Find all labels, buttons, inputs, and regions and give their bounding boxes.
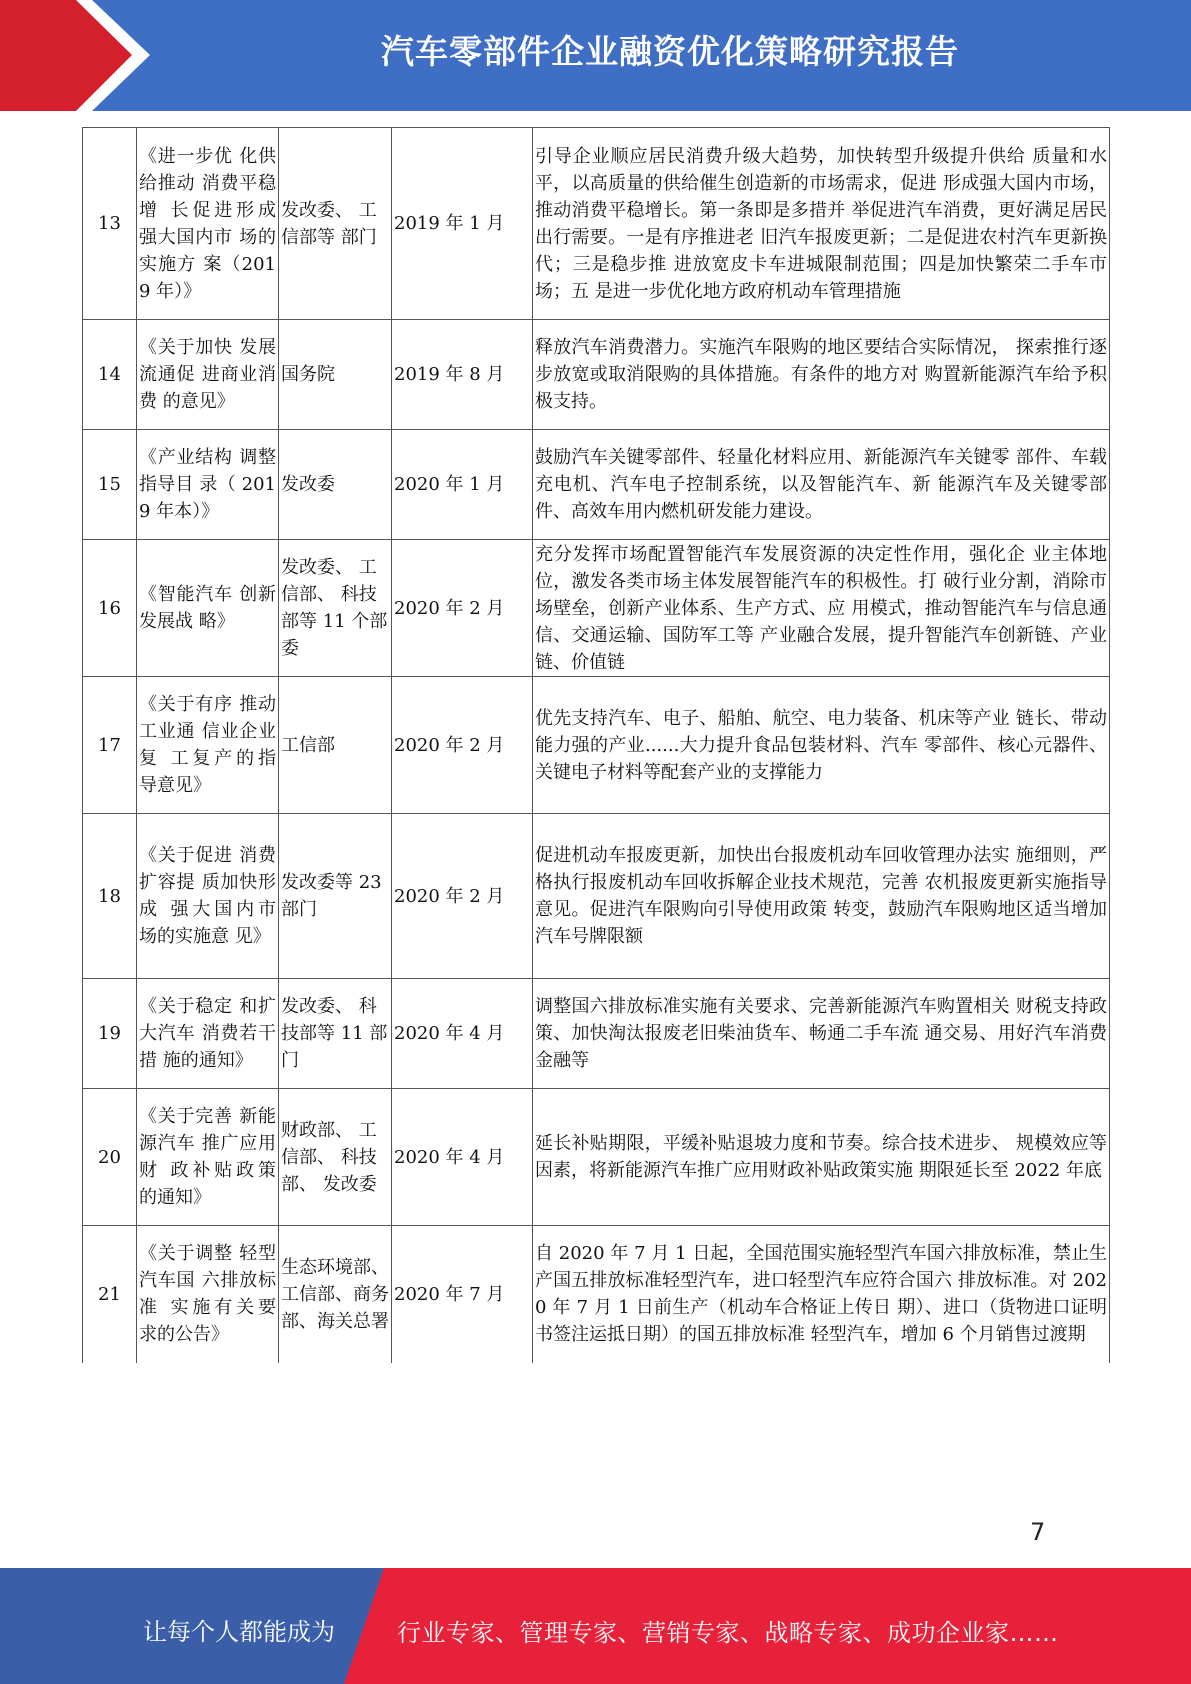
policy-content: 促进机动车报废更新，加快出台报废机动车回收管理办法实 施细则，严格执行报废机动车回收拆解企业技术规范，完善 农机报废更新实施指导意见。促进汽车限购向引导使用政策 转变，鼓励汽车限购地区适当增加汽车号牌限额 bbox=[533, 814, 1110, 979]
table-row bbox=[83, 979, 1110, 1089]
table-row bbox=[83, 128, 1110, 320]
policy-content: 优先支持汽车、电子、船舶、航空、电力装备、机床等产业 链长、带动能力强的产业......大力提升食品包装材料、汽车 零部件、核心元器件、关键电子材料等配套产业的支撑能力 bbox=[533, 677, 1110, 814]
table-row bbox=[83, 1226, 1110, 1363]
policy-content: 释放汽车消费潜力。实施汽车限购的地区要结合实际情况， 探索推行逐步放宽或取消限购的具体措施。有条件的地方对 购置新能源汽车给予积极支持。 bbox=[533, 320, 1110, 430]
row-number: 18 bbox=[83, 814, 137, 979]
table-row bbox=[83, 677, 1110, 814]
issue-date: 2020 年 2 月 bbox=[392, 540, 533, 677]
table-row bbox=[83, 320, 1110, 430]
issuing-department: 工信部 bbox=[279, 677, 392, 814]
policy-name: 《智能汽车 创新发展战 略》 bbox=[137, 540, 279, 677]
policy-name: 《关于稳定 和扩大汽车 消费若干措 施的通知》 bbox=[137, 979, 279, 1089]
issuing-department: 财政部、 工信部、 科技部、 发改委 bbox=[279, 1089, 392, 1226]
issuing-department: 发改委、 工信部等 部门 bbox=[279, 128, 392, 320]
issue-date: 2020 年 2 月 bbox=[392, 814, 533, 979]
issue-date: 2020 年 4 月 bbox=[392, 1089, 533, 1226]
footer-slogan-right: 行业专家、管理专家、营销专家、战略专家、成功企业家…… bbox=[397, 1619, 1059, 1647]
table-row bbox=[83, 1089, 1110, 1226]
table-row bbox=[83, 540, 1110, 677]
row-number: 21 bbox=[83, 1226, 137, 1363]
issue-date: 2019 年 8 月 bbox=[392, 320, 533, 430]
issuing-department: 生态环境部、工信部、商务部、海关总署 bbox=[279, 1226, 392, 1363]
policy-content: 鼓励汽车关键零部件、轻量化材料应用、新能源汽车关键零 部件、车载充电机、汽车电子控制系统，以及智能汽车、新 能源汽车及关键零部件、高效车用内燃机研发能力建设。 bbox=[533, 430, 1110, 540]
table-row bbox=[83, 814, 1110, 979]
policy-name: 《进一步优 化供给推动 消费平稳增 长促进形成 强大国内市 场的实施方 案（2019 年）》 bbox=[137, 128, 279, 320]
issuing-department: 国务院 bbox=[279, 320, 392, 430]
policy-name: 《关于完善 新能源汽车 推广应用财 政补贴政策 的通知》 bbox=[137, 1089, 279, 1226]
page-number: 7 bbox=[1030, 1518, 1046, 1546]
issue-date: 2019 年 1 月 bbox=[392, 128, 533, 320]
row-number: 16 bbox=[83, 540, 137, 677]
policy-table bbox=[82, 127, 1110, 1363]
policy-name: 《关于促进 消费扩容提 质加快形成 强大国内市 场的实施意 见》 bbox=[137, 814, 279, 979]
policy-name: 《关于调整 轻型汽车国 六排放标准 实施有关要 求的公告》 bbox=[137, 1226, 279, 1363]
row-number: 13 bbox=[83, 128, 137, 320]
issuing-department: 发改委、 科技部等 11 部门 bbox=[279, 979, 392, 1089]
issuing-department: 发改委、 工信部、 科技部等 11 个部委 bbox=[279, 540, 392, 677]
policy-content: 延长补贴期限，平缓补贴退坡力度和节奏。综合技术进步、 规模效应等因素，将新能源汽车推广应用财政补贴政策实施 期限延长至 2022 年底 bbox=[533, 1089, 1110, 1226]
policy-content: 自 2020 年 7 月 1 日起，全国范围实施轻型汽车国六排放标准，禁止生产国五排放标准轻型汽车，进口轻型汽车应符合国六 排放标准。对 2020 年 7 月 1 日前生产（机动车合格证上传日 期）、进口（货物进口证明书签注运抵日期）的国五排放标准 轻型汽车，增加 6 个月销售过渡期 bbox=[533, 1226, 1110, 1363]
footer-slogan-left: 让每个人都能成为 bbox=[143, 1618, 335, 1646]
report-title: 汽车零部件企业融资优化策略研究报告 bbox=[381, 32, 959, 71]
policy-content: 引导企业顺应居民消费升级大趋势，加快转型升级提升供给 质量和水平，以高质量的供给催生创造新的市场需求，促进 形成强大国内市场，推动消费平稳增长。第一条即是多措并 举促进汽车消费，更好满足居民出行需要。一是有序推进老 旧汽车报废更新；二是促进农村汽车更新换代；三是稳步推 进放宽皮卡车进城限制范围；四是加快繁荣二手车市场；五 是进一步优化地方政府机动车管理措施 bbox=[533, 128, 1110, 320]
issue-date: 2020 年 4 月 bbox=[392, 979, 533, 1089]
policy-name: 《产业结构 调整指导目 录（ 2019 年本）》 bbox=[137, 430, 279, 540]
policy-name: 《关于有序 推动工业通 信业企业复 工复产的指 导意见》 bbox=[137, 677, 279, 814]
issue-date: 2020 年 2 月 bbox=[392, 677, 533, 814]
table-row bbox=[83, 430, 1110, 540]
row-number: 19 bbox=[83, 979, 137, 1089]
policy-content: 充分发挥市场配置智能汽车发展资源的决定性作用，强化企 业主体地位，激发各类市场主体发展智能汽车的积极性。打 破行业分割，消除市场壁垒，创新产业体系、生产方式、应 用模式，推动智能汽车与信息通信、交通运输、国防军工等 产业融合发展，提升智能汽车创新链、产业链、价值链 bbox=[533, 540, 1110, 677]
issue-date: 2020 年 1 月 bbox=[392, 430, 533, 540]
header-arrow-decoration bbox=[0, 0, 150, 111]
policy-content: 调整国六排放标准实施有关要求、完善新能源汽车购置相关 财税支持政策、加快淘汰报废老旧柴油货车、畅通二手车流 通交易、用好汽车消费金融等 bbox=[533, 979, 1110, 1089]
header-banner bbox=[0, 0, 1191, 111]
row-number: 14 bbox=[83, 320, 137, 430]
row-number: 15 bbox=[83, 430, 137, 540]
issue-date: 2020 年 7 月 bbox=[392, 1226, 533, 1363]
policy-name: 《关于加快 发展流通促 进商业消费 的意见》 bbox=[137, 320, 279, 430]
row-number: 20 bbox=[83, 1089, 137, 1226]
issuing-department: 发改委 bbox=[279, 430, 392, 540]
row-number: 17 bbox=[83, 677, 137, 814]
issuing-department: 发改委等 23 部门 bbox=[279, 814, 392, 979]
